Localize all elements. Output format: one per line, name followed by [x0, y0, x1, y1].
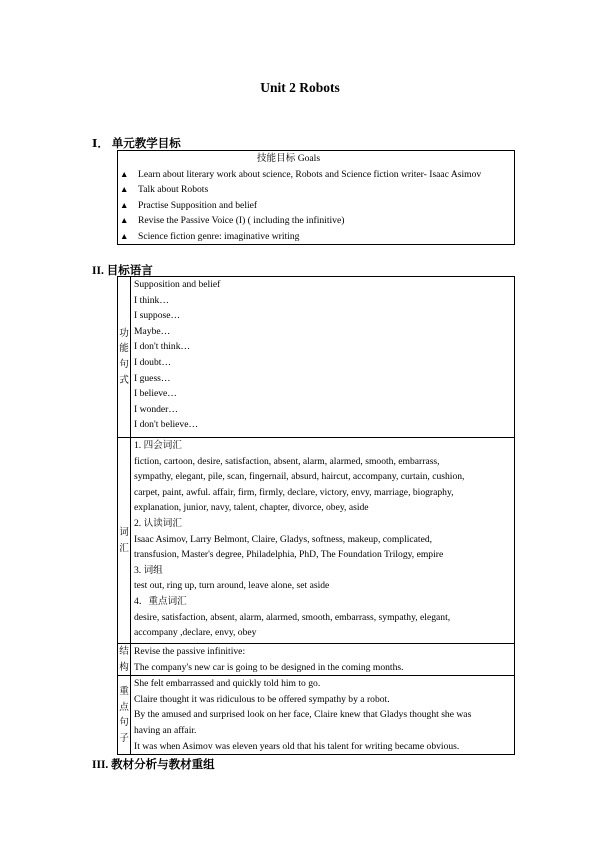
goal-text: Learn about literary work about science, Robots and Science fiction writer- Isaac Asimov: [138, 168, 482, 180]
goals-header: 技能目标 Goals: [256, 153, 321, 164]
content-line: fiction, cartoon, desire, satisfaction, absent, alarm, alarmed, smooth, embarrass,: [134, 455, 440, 467]
vocabulary-label: [118, 438, 131, 644]
row-label-char: 句: [119, 717, 129, 729]
content-line: I wonder…: [134, 403, 178, 415]
content-line: Claire thought it was ridiculous to be offered sympathy by a robot.: [134, 693, 390, 705]
content-line: explanation, junior, navy, talent, chapter, divorce, obey, aside: [134, 502, 369, 514]
content-line: test out, ring up, turn around, leave alone, set aside: [134, 580, 330, 592]
row-label-char: 式: [119, 374, 129, 386]
content-line: I don't think…: [134, 341, 191, 353]
triangle-bullet-icon: ▲: [120, 215, 129, 226]
function-row: [118, 277, 515, 438]
content-line: carpet, paint, awful. affair, firm, firmly, declare, victory, envy, marriage, biography,: [134, 486, 454, 498]
section-1-heading: Ⅰ． 单元教学目标: [92, 138, 181, 150]
content-line: By the amused and surprised look on her face, Claire knew that Gladys thought she was: [134, 709, 472, 721]
document-title: Unit 2 Robots: [260, 80, 340, 95]
goals-box: [117, 150, 515, 245]
triangle-bullet-icon: ▲: [120, 230, 129, 241]
content-line: Revise the passive infinitive:: [134, 646, 246, 657]
goal-text: Practise Supposition and belief: [138, 199, 258, 211]
target-language-table: [117, 276, 515, 755]
triangle-bullet-icon: ▲: [120, 184, 129, 195]
key-sentences-content: [131, 676, 515, 755]
goals-list: [118, 167, 514, 245]
section-3-heading: III. 教材分析与教材重组: [92, 759, 215, 771]
content-line: She felt embarrassed and quickly told him to go.: [134, 678, 321, 690]
triangle-bullet-icon: ▲: [120, 168, 129, 179]
row-label-char: 结: [119, 646, 129, 657]
structure-row: [118, 644, 515, 676]
content-line: accompany ,declare, envy, obey: [134, 627, 257, 639]
row-label-char: 句: [119, 359, 129, 370]
content-line: I suppose…: [134, 310, 181, 322]
content-line: I doubt…: [134, 356, 172, 368]
content-line: Supposition and belief: [134, 279, 221, 290]
goal-item: [118, 182, 514, 198]
row-label-char: 功: [119, 327, 129, 339]
row-label-char: 构: [119, 661, 129, 673]
content-line: I guess…: [134, 372, 171, 384]
row-label-char: 能: [119, 343, 129, 355]
content-line: sympathy, elegant, pile, scan, fingernail, absurd, haircut, accompany, curtain, cushion,: [134, 471, 465, 483]
goal-item: [118, 198, 514, 214]
row-label-char: 子: [119, 732, 129, 744]
goal-item: [118, 229, 514, 245]
goal-text: Science fiction genre: imaginative writing: [138, 230, 300, 242]
content-line: It was when Asimov was eleven years old that his talent for writing became obvious.: [134, 740, 460, 752]
structure-label: [118, 644, 131, 676]
content-line: having an affair.: [134, 724, 197, 736]
triangle-bullet-icon: ▲: [120, 199, 129, 210]
content-line: 1. 四会词汇: [134, 440, 182, 451]
vocabulary-content: [131, 438, 515, 644]
content-line: 3. 词组: [134, 564, 163, 576]
goal-text: Revise the Passive Voice (I) ( including the infinitive): [138, 215, 345, 227]
row-label-char: 点: [119, 701, 129, 713]
content-line: I believe…: [134, 388, 177, 400]
row-label-char: 重: [119, 686, 129, 697]
content-line: Maybe…: [134, 325, 171, 337]
content-line: 4．重点词汇: [134, 595, 187, 607]
key-sentences-row: [118, 676, 515, 755]
row-label-char: 词: [119, 526, 129, 538]
content-line: The company's new car is going to be designed in the coming months.: [134, 661, 404, 673]
goal-text: Talk about Robots: [138, 184, 209, 196]
function-content: [131, 277, 515, 438]
content-line: I don't believe…: [134, 419, 199, 431]
goal-item: [118, 167, 514, 183]
content-line: I think…: [134, 294, 169, 306]
key-sentences-label: [118, 676, 131, 755]
content-line: 2. 认读词汇: [134, 517, 182, 529]
content-line: desire, satisfaction, absent, alarm, alarmed, smooth, embarrass, sympathy, elegant,: [134, 611, 451, 623]
structure-content: [131, 644, 515, 676]
section-2-heading: II. 目标语言: [92, 265, 153, 277]
goal-item: [118, 213, 514, 229]
content-line: Isaac Asimov, Larry Belmont, Claire, Gladys, softness, makeup, complicated,: [134, 533, 433, 545]
content-line: transfusion, Master's degree, Philadelphia, PhD, The Foundation Trilogy, empire: [134, 549, 444, 561]
function-label: [118, 277, 131, 438]
row-label-char: 汇: [119, 542, 129, 554]
vocabulary-row: [118, 438, 515, 644]
